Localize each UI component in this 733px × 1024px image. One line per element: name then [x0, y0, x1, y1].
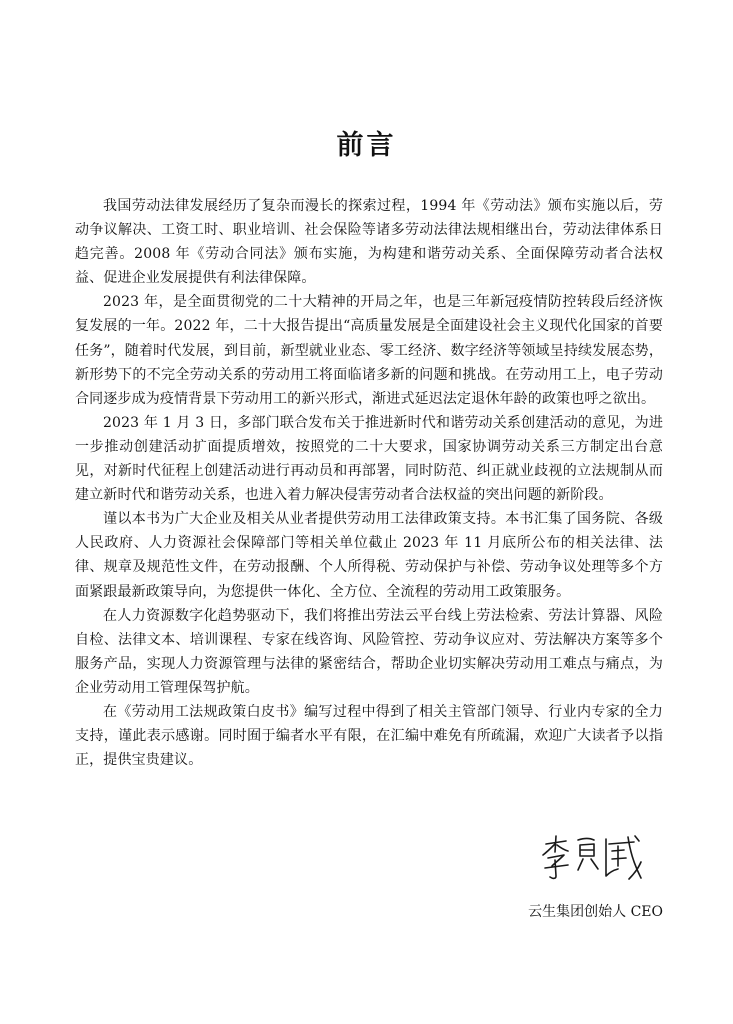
paragraph-4: 谨以本书为广大企业及相关从业者提供劳动用工法律政策支持。本书汇集了国务院、各级人民政府、人力资源社会保障部门等相关单位截止 2023 年 11 月底所公布的相关法律、法律、规章及规范性文件，在劳动报酬、个人所得税、劳动保护与补偿、劳动争议处理等多个方面紧跟最新政策导向，为您提供一体化、全方位、全流程的劳动用工政策服务。 [75, 511, 663, 600]
paragraph-2: 2023 年，是全面贯彻党的二十大精神的开局之年，也是三年新冠疫情防控转段后经济恢复发展的一年。2022 年，二十大报告提出“高质量发展是全面建设社会主义现代化国家的首要任务”，随着时代发展，到目前，新型就业业态、零工经济、数字经济等领域呈持续发展态势，新形势下的不完全劳动关系的劳动用工将面临诸多新的问题和挑战。在劳动用工上，电子劳动合同逐步成为疫情背景下劳动用工的新兴形式，渐进式延迟法定退休年龄的政策也呼之欲出。 [75, 294, 663, 407]
paragraph-3: 2023 年 1 月 3 日，多部门联合发布关于推进新时代和谐劳动关系创建活动的意见，为进一步推动创建活动扩面提质增效，按照党的二十大要求，国家协调劳动关系三方制定出台意见，对新时代征程上创建活动进行再动员和再部署，同时防范、纠正就业歧视的立法规制从而建立新时代和谐劳动关系，也进入着力解决侵害劳动者合法权益的突出问题的新阶段。 [75, 414, 663, 504]
handwritten-signature [538, 832, 644, 882]
page-title: 前言 [336, 130, 397, 161]
preface-body [75, 194, 663, 772]
paragraph-1: 我国劳动法律发展经历了复杂而漫长的探索过程，1994 年《劳动法》颁布实施以后，劳动争议解决、工资工时、职业培训、社会保险等诸多劳动法律法规相继出台，劳动法律体系日趋完善。2008 年《劳动合同法》颁布实施，为构建和谐劳动关系、全面保障劳动者合法权益、促进企业发展提供有利法律保障。 [75, 198, 663, 287]
paragraph-5: 在人力资源数字化趋势驱动下，我们将推出劳法云平台线上劳法检索、劳法计算器、风险自检、法律文本、培训课程、专家在线咨询、风险管控、劳动争议应对、劳法解决方案等多个服务产品，实现人力资源管理与法律的紧密结合，帮助企业切实解决劳动用工难点与痛点，为企业劳动用工管理保驾护航。 [75, 607, 663, 696]
paragraph-6: 在《劳动用工法规政策白皮书》编写过程中得到了相关主管部门领导、行业内专家的全力支持，谨此表示感谢。同时囿于编者水平有限，在汇编中难免有所疏漏，欢迎广大读者予以指正，提供宝贵建议。 [75, 703, 663, 769]
signer-title: 云生集团创始人 CEO [528, 904, 663, 920]
